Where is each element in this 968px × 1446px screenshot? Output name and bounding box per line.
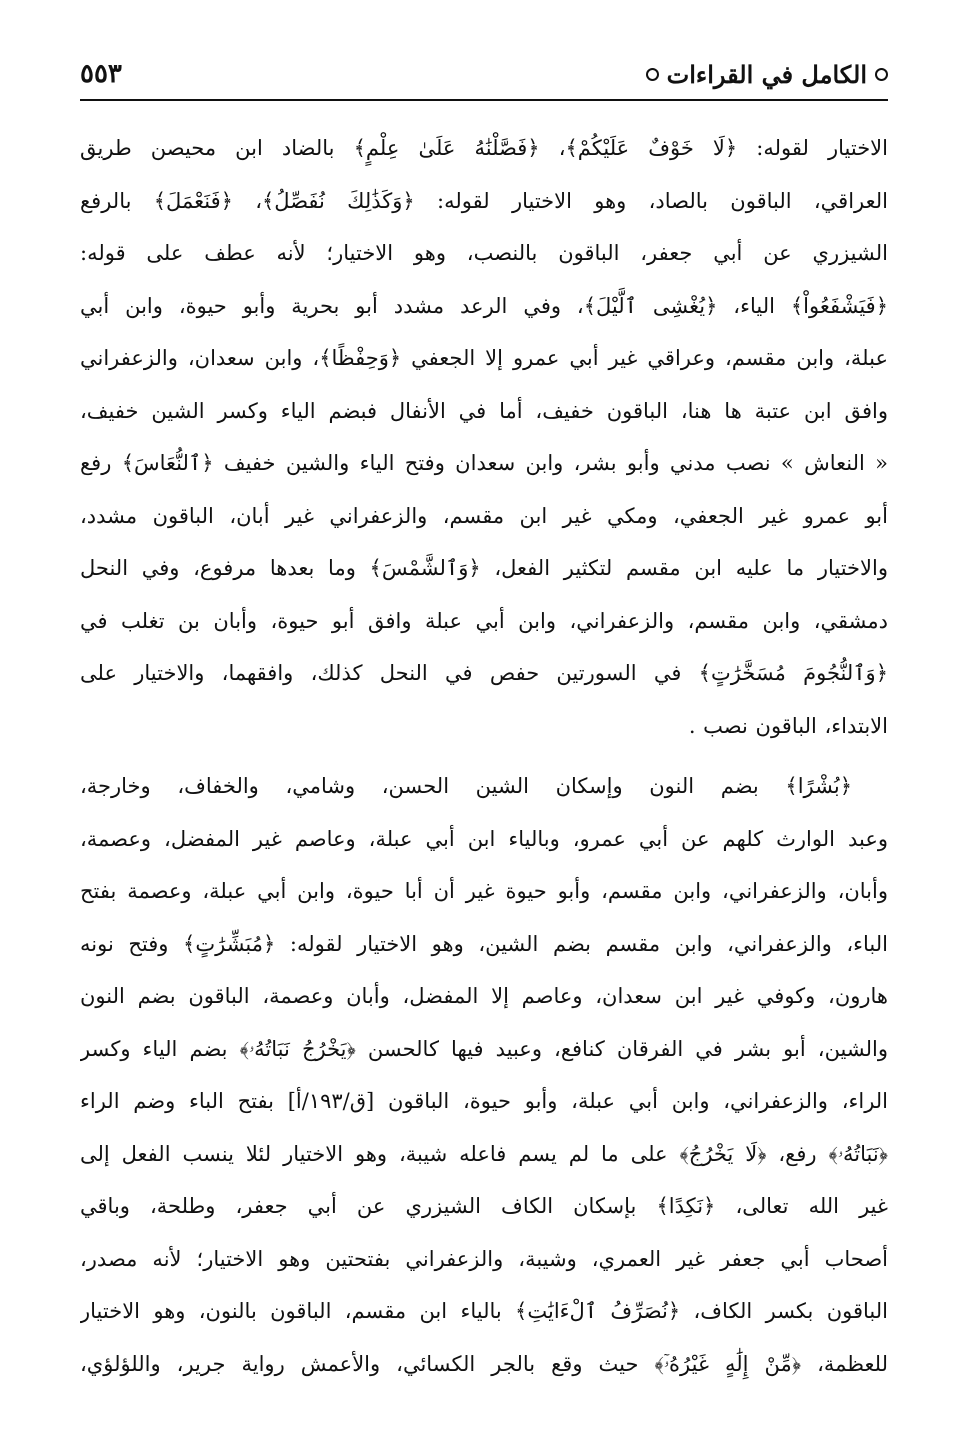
text-line: الشيزري عن أبي جعفر، الباقون بالنصب، وهو الاختيار؛ لأنه عطف على قوله: (80, 241, 888, 265)
paragraph-2 (80, 760, 888, 1390)
text-line: « النعاش » نصب مدني وأبو بشر، وابن سعدان وفتح الياء والشين خفيف ﴿ٱلنُّعَاسَ﴾ رفع (80, 451, 888, 475)
text-line: العراقي، الباقون بالصاد، وهو الاختيار لقوله: ﴿وَكَذَٰلِكَ نُفَصِّلُ﴾، ﴿فَنَعْمَلَ﴾ بالرفع (80, 188, 888, 213)
text-line: عبلة، وابن مقسم، وعراقي غير أبي عمرو إلا الجعفي ﴿وَحِفْظًا﴾، وابن سعدان، والزعفراني (80, 346, 888, 370)
text-line: ﴿بُشْرًا﴾ بضم النون وإسكان الشين الحسن، وشامي، والخفاف، وخارجة، (80, 774, 852, 798)
page-number: ٥٥٣ (80, 59, 122, 89)
circle-ornament-icon (875, 68, 888, 81)
book-title: الكامل في القراءات (666, 59, 867, 89)
text-line: ﴿نَبَاتُهُۥ﴾ رفع، ﴿لَا يَخْرُجُ﴾ على ما لم يسم فاعله شيبة، وهو الاختيار لئلا ينسب الفعل إلى (80, 1141, 888, 1166)
paragraph-gap (80, 752, 888, 760)
text-line: ﴿فَيَشْفَعُواْ﴾ الياء، ﴿يُغْشِى ٱلَّيْلَ﴾، وفي الرعد مشدد أبو بحرية وأبو حيوة، وابن أبي (80, 293, 888, 318)
text-line: دمشقي، وابن مقسم، والزعفراني، وابن أبي عبلة وافق أبو حيوة، وأبان بن تغلب في (80, 608, 888, 633)
text-line: الراء، والزعفراني، وابن أبي عبلة، وأبو حيوة، الباقون [ق/١٩٣/أ] بفتح الباء وضم الراء (80, 1089, 888, 1113)
text-line: ﴿وَٱلنُّجُومَ مُسَخَّرَٰتٍ﴾ في السورتين حفص في النحل كذلك، وافقهما، والاختيار على (80, 661, 888, 685)
text-line: للعظمة، ﴿مِّنْ إِلَٰهٍ غَيْرُهُۥٓ﴾ حيث وقع بالجر الكسائي، والأعمش رواية جرير، واللؤلؤي، (80, 1351, 888, 1376)
text-line: الباقون بكسر الكاف، ﴿نُصَرِّفُ ٱلْءَايَٰتِ﴾ بالياء ابن مقسم، الباقون بالنون، وهو الاختيار (80, 1299, 888, 1323)
paragraph-1 (80, 122, 888, 752)
text-line: أصحاب أبي جعفر غير العمري، وشيبة، والزعفراني بفتحتين وهو الاختيار؛ لأنه مصدر، (80, 1246, 888, 1271)
running-header (80, 54, 888, 94)
circle-ornament-icon (646, 68, 659, 81)
text-line: وافق ابن عتبة ها هنا، الباقون خفيف، أما في الأنفال فبضم الياء وكسر الشين خفيف، (80, 398, 888, 423)
text-line: الابتداء، الباقون نصب . (688, 713, 888, 738)
text-line: الاختيار لقوله: ﴿لَا خَوْفٌ عَلَيْكُمْ﴾، ﴿فَصَّلْنَٰهُ عَلَىٰ عِلْمٍ﴾ بالضاد ابن محيصن طريق (80, 136, 888, 160)
text-line: والاختيار ما عليه ابن مقسم لتكثير الفعل، ﴿وَٱلشَّمْسَ﴾ وما بعدها مرفوع، وفي النحل (80, 556, 888, 580)
main-text (80, 122, 888, 1390)
header-divider (80, 99, 888, 101)
text-line: هارون، وكوفي غير ابن سعدان، وعاصم إلا المفضل، وأبان وعصمة، الباقون بضم النون (80, 984, 888, 1008)
text-line: أبو عمرو غير الجعفي، ومكي غير ابن مقسم، والزعفراني غير أبان، الباقون مشدد، (80, 503, 888, 528)
text-line: غير الله تعالى، ﴿نَكِدًا﴾ بإسكان الكاف الشيزري عن أبي جعفر، وطلحة، وباقي (80, 1194, 888, 1218)
running-title (646, 60, 888, 89)
text-line: وأبان، والزعفراني، وابن مقسم، وأبو حيوة غير أن أبا حيوة، وابن أبي عبلة، وعصمة بفتح (80, 879, 888, 903)
text-line: وعبد الوارث كلهم عن أبي عمرو، وبالياء ابن أبي عبلة، وعاصم غير المفضل، وعصمة، (80, 826, 888, 851)
text-line: الباء، والزعفراني، وابن مقسم بضم الشين، وهو الاختيار لقوله: ﴿مُبَشِّرَٰتٍ﴾ وفتح نونه (80, 931, 888, 956)
text-line: والشين، أبو بشر في الفرقان كنافع، وعبيد فيها كالحسن ﴿يَخْرُجُ نَبَاتُهُۥ﴾ بضم الياء وكسر (80, 1036, 888, 1061)
